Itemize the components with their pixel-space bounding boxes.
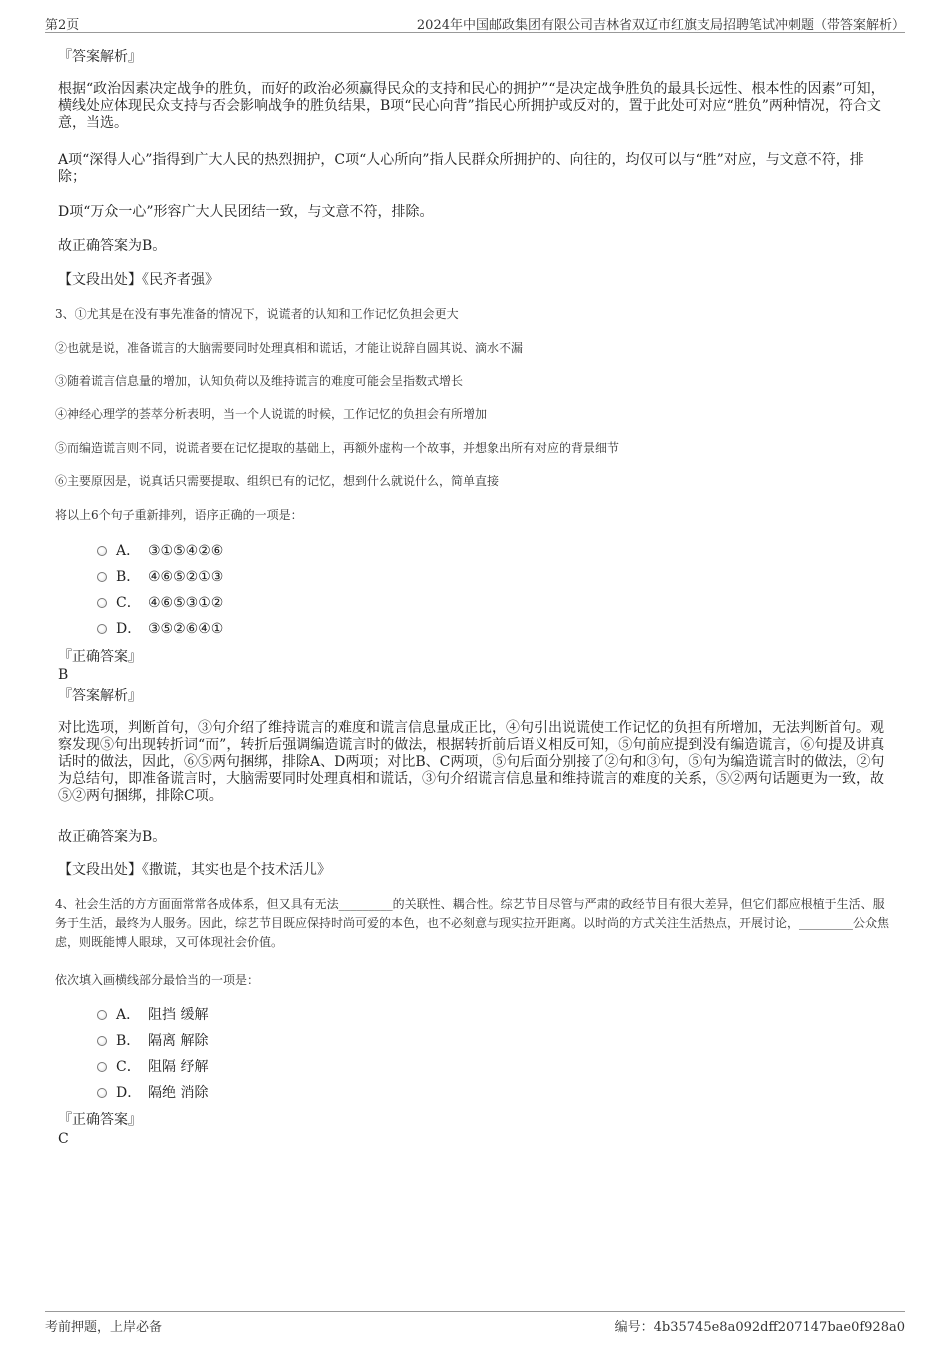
q2-analysis-label: 『答案解析』 — [58, 49, 142, 65]
q3-analysis-label: 『答案解析』 — [58, 688, 142, 704]
radio-button-icon[interactable] — [97, 598, 107, 608]
q3-option-d[interactable]: D． ③⑤②⑥④① — [97, 621, 223, 637]
q3-sentence-3: ③随着谎言信息量的增加，认知负荷以及维持谎言的难度可能会呈指数式增长 — [55, 374, 464, 388]
document-title: 2024年中国邮政集团有限公司吉林省双辽市红旗支局招聘笔试冲刺题（带答案解析） — [416, 18, 905, 33]
radio-button-icon[interactable] — [97, 1062, 107, 1072]
radio-button-icon[interactable] — [97, 624, 107, 634]
q3-answer-label: 『正确答案』 — [58, 649, 142, 665]
document-code: 编号：4b35745e8a092dff207147bae0f928a0 — [614, 1320, 905, 1335]
q3-analysis: 对比选项，判断首句，③句介绍了维持谎言的难度和谎言信息量成正比，④句引出说谎使工作记忆的负担有所增加，无法判断首句。观察发现⑤句出现转折词“而”，转折后强调编造谎言时的做法，根据转折前后语义相反可知，⑤句前应提到没有编造谎言，⑥句提及讲真话时的做法，因此，⑥⑤两句捆绑，排除A、D两项；对比B、C两项，⑤句后面分别接了②句和③句，⑤句为编造谎言时的做法，②句为总结句，即准备谎言时，大脑需要同时处理真相和谎话，③句介绍谎言信息量和维持谎言的难度的关系，⑤②两句话题更为一致，故⑤②两句捆绑，排除C项。 — [58, 720, 885, 804]
q3-sentence-6: ⑥主要原因是，说真话只需要提取、组织已有的记忆，想到什么就说什么，简单直接 — [55, 474, 500, 488]
q4-option-a[interactable]: A． 阻挡 缓解 — [97, 1007, 208, 1023]
q3-sentence-2: ②也就是说，准备谎言的大脑需要同时处理真相和谎话，才能让说辞自圆其说、滴水不漏 — [55, 341, 524, 355]
q3-option-b[interactable]: B． ④⑥⑤②①③ — [97, 569, 223, 585]
page-header — [45, 12, 905, 33]
q2-analysis-p2: A项“深得人心”指得到广大人民的热烈拥护，C项“人心所向”指人民群众所拥护的、向往的，均仅可以与“胜”对应，与文意不符，排除； — [58, 152, 864, 185]
radio-button-icon[interactable] — [97, 1010, 107, 1020]
radio-button-icon[interactable] — [97, 1036, 107, 1046]
q3-option-a[interactable]: A． ③①⑤④②⑥ — [97, 543, 223, 559]
radio-button-icon[interactable] — [97, 572, 107, 582]
page-number: 第2页 — [45, 18, 80, 33]
q4-option-b[interactable]: B． 隔离 解除 — [97, 1033, 208, 1049]
page-footer — [45, 1311, 905, 1336]
q2-source: 【文段出处】《民齐者强》 — [58, 272, 219, 288]
q3-option-c[interactable]: C． ④⑥⑤③①② — [97, 595, 223, 611]
q3-sentence-4: ④神经心理学的荟萃分析表明，当一个人说谎的时候，工作记忆的负担会有所增加 — [55, 407, 488, 421]
footer-slogan: 考前押题，上岸必备 — [45, 1320, 163, 1335]
q3-source: 【文段出处】《撒谎，其实也是个技术活儿》 — [58, 862, 331, 878]
q4-answer: C — [58, 1131, 69, 1147]
q2-conclusion: 故正确答案为B。 — [58, 238, 167, 254]
q4-prompt: 依次填入画横线部分最恰当的一项是： — [55, 973, 260, 987]
q4-option-d[interactable]: D． 隔绝 消除 — [97, 1085, 208, 1101]
q4-stem: 4、社会生活的方方面面常常各成体系，但又具有无法_________的关联性、耦合性。综艺节目尽管与严肃的政经节目有很大差异，但它们都应根植于生活、服务于生活，最终为人服务。因此，综艺节目既应保持时尚可爱的本色，也不必刻意与现实拉开距离。以时尚的方式关注生活热点，开展讨论，_________公众焦虑，则既能博人眼球，又可体现社会价值。 — [55, 897, 890, 949]
radio-button-icon[interactable] — [97, 546, 107, 556]
q3-conclusion: 故正确答案为B。 — [58, 829, 167, 845]
q3-sentence-1: 3、①尤其是在没有事先准备的情况下，说谎者的认知和工作记忆负担会更大 — [55, 307, 459, 321]
q4-option-c[interactable]: C． 阻隔 纾解 — [97, 1059, 208, 1075]
q2-analysis-p3: D项“万众一心”形容广大人民团结一致，与文意不符，排除。 — [58, 204, 434, 220]
q3-prompt: 将以上6个句子重新排列，语序正确的一项是： — [55, 508, 303, 522]
q3-sentence-5: ⑤而编造谎言则不同，说谎者要在记忆提取的基础上，再额外虚构一个故事，并想象出所有对应的背景细节 — [55, 441, 620, 455]
q3-answer: B — [58, 667, 69, 683]
q4-answer-label: 『正确答案』 — [58, 1112, 142, 1128]
radio-button-icon[interactable] — [97, 1088, 107, 1098]
q2-analysis-p1: 根据“政治因素决定战争的胜负，而好的政治必须赢得民众的支持和民心的拥护”“是决定战争胜负的最具长远性、根本性的因素”可知，横线处应体现民众支持与否会影响战争的胜负结果，B项“民心向背”指民心所拥护或反对的，置于此处可对应“胜负”两种情况，符合文意，当选。 — [58, 81, 885, 131]
